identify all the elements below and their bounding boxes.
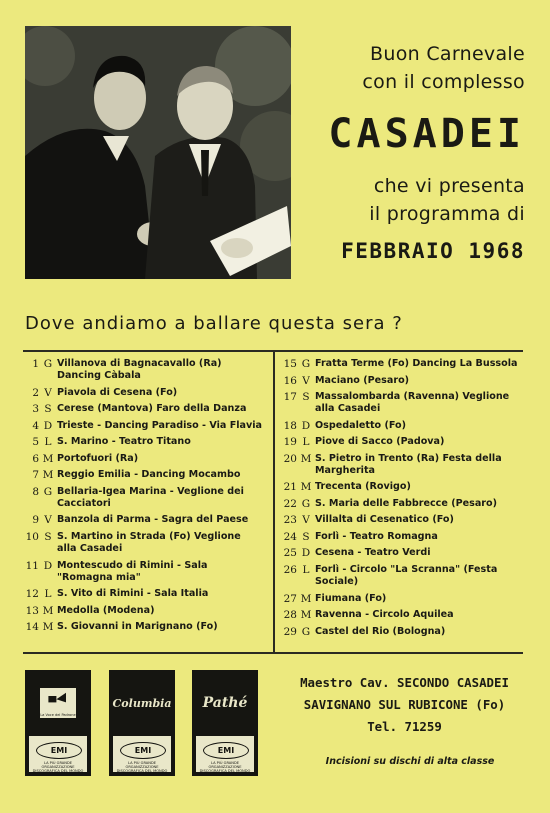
- program-row: [23, 531, 263, 555]
- row-event: Montescudo di Rimini - Sala "Romagna mia": [57, 559, 208, 583]
- row-weekday: M: [300, 609, 312, 622]
- row-event: Massalombarda (Ravenna) Veglione alla Casadei: [315, 391, 510, 415]
- program-row: [23, 605, 263, 617]
- row-weekday: M: [300, 592, 312, 605]
- row-event: S. Martino in Strada (Fo) Veglione alla Casadei: [57, 530, 241, 555]
- row-day: 19: [283, 436, 297, 449]
- program-table: [23, 350, 523, 654]
- row-event: Banzola di Parma - Sagra del Paese: [57, 514, 249, 526]
- row-event: Reggio Emilia - Dancing Mocambo: [57, 469, 241, 481]
- row-weekday: M: [42, 604, 54, 617]
- row-day: 6: [32, 452, 39, 465]
- logo-columbia: [109, 670, 175, 776]
- row-event: S. Giovanni in Marignano (Fo): [57, 621, 218, 633]
- hmv-dog-icon: [40, 688, 76, 718]
- program-row: [23, 387, 263, 399]
- presents-line: che vi presenta: [373, 175, 525, 197]
- month-title: FEBBRAIO 1968: [341, 239, 525, 263]
- program-row: [281, 531, 521, 543]
- row-weekday: L: [302, 563, 310, 576]
- row-day: 12: [25, 588, 39, 601]
- row-day: 13: [25, 604, 39, 617]
- row-event: Cesena - Teatro Verdi: [315, 547, 431, 559]
- row-event: S. Pietro in Trento (Ra) Festa della Margherita: [315, 452, 502, 476]
- program-column-right: [281, 358, 521, 642]
- row-weekday: G: [301, 358, 311, 370]
- program-row: [281, 453, 521, 477]
- column-divider: [273, 352, 275, 652]
- row-weekday: M: [42, 452, 54, 465]
- row-day: 27: [283, 592, 297, 605]
- program-row: [281, 391, 521, 415]
- photo-two-men: [25, 26, 291, 279]
- row-day: 18: [283, 419, 297, 432]
- row-event: Fiumana (Fo): [315, 592, 387, 604]
- row-event: Bellaria-Igea Marina - Veglione dei Cacciatori: [57, 485, 244, 509]
- row-event: Maciano (Pesaro): [315, 374, 410, 386]
- emi-subtitle: LA PIÙ GRANDE ORGANIZZAZIONE DISCOGRAFICA DEL MONDO: [116, 761, 168, 773]
- row-day: 8: [32, 485, 39, 498]
- program-row: [23, 436, 263, 448]
- program-row: [281, 481, 521, 493]
- row-weekday: V: [302, 514, 310, 527]
- row-event: Trecenta (Rovigo): [315, 481, 411, 493]
- row-day: 22: [283, 497, 297, 510]
- row-event: Ospedaletto (Fo): [315, 419, 407, 431]
- row-weekday: S: [44, 403, 52, 416]
- program-row: [23, 469, 263, 481]
- heading-block: [300, 40, 525, 268]
- row-weekday: L: [302, 436, 310, 449]
- program-row: [281, 375, 521, 387]
- program-row: [281, 626, 521, 638]
- program-row: [23, 560, 263, 584]
- program-row: [281, 498, 521, 510]
- row-weekday: S: [302, 391, 310, 403]
- row-weekday: V: [44, 386, 52, 399]
- program-row: [281, 514, 521, 526]
- row-event: Piove di Sacco (Padova): [315, 436, 445, 448]
- emi-subtitle: LA PIÙ GRANDE ORGANIZZAZIONE DISCOGRAFICA DEL MONDO: [199, 761, 251, 773]
- row-day: 15: [283, 358, 297, 370]
- program-row: [23, 621, 263, 633]
- program-row: [281, 547, 521, 559]
- row-event: Fratta Terme (Fo) Dancing La Bussola: [315, 358, 518, 369]
- band-name: CASADEI: [328, 111, 525, 157]
- complex-line: con il complesso: [362, 71, 525, 93]
- row-day: 28: [283, 609, 297, 622]
- row-weekday: D: [301, 547, 311, 560]
- row-day: 11: [25, 559, 39, 572]
- row-weekday: G: [43, 485, 53, 498]
- row-event: S. Maria delle Fabbrecce (Pesaro): [315, 497, 498, 509]
- program-row: [23, 514, 263, 526]
- tagline: Incisioni su dischi di alta classe: [325, 756, 495, 767]
- row-weekday: M: [42, 469, 54, 482]
- program-column-left: [23, 358, 263, 638]
- row-event: S. Vito di Rimini - Sala Italia: [57, 588, 209, 600]
- row-day: 14: [25, 621, 39, 634]
- columbia-wordmark: Columbia: [112, 696, 172, 710]
- row-event: Medolla (Modena): [57, 604, 155, 616]
- emi-logo: EMI: [203, 742, 249, 759]
- row-day: 3: [32, 403, 39, 416]
- maestro-name: Maestro Cav. SECONDO CASADEI: [300, 675, 509, 690]
- address-block: [282, 672, 527, 738]
- row-event: S. Marino - Teatro Titano: [57, 436, 191, 448]
- row-day: 24: [283, 530, 297, 543]
- emi-subtitle: LA PIÙ GRANDE ORGANIZZAZIONE DISCOGRAFICA DEL MONDO: [32, 761, 84, 773]
- row-weekday: L: [44, 436, 52, 449]
- program-line: il programma di: [369, 203, 525, 225]
- row-event: Villalta di Cesenatico (Fo): [315, 514, 454, 526]
- row-day: 7: [32, 469, 39, 482]
- program-row: [281, 609, 521, 621]
- row-day: 25: [283, 547, 297, 560]
- row-day: 23: [283, 514, 297, 527]
- row-day: 2: [32, 386, 39, 399]
- row-weekday: G: [301, 497, 311, 510]
- row-weekday: S: [44, 530, 52, 543]
- row-weekday: M: [300, 452, 312, 465]
- row-event: Portofuori (Ra): [57, 452, 139, 464]
- greeting-line: Buon Carnevale: [370, 43, 525, 65]
- logo-voce-del-padrone: [25, 670, 91, 776]
- phone: Tel. 71259: [367, 719, 442, 734]
- row-weekday: M: [42, 621, 54, 634]
- program-row: [23, 403, 263, 415]
- program-row: [281, 593, 521, 605]
- hmv-label: La Voce del Padrone: [40, 713, 76, 717]
- row-day: 9: [32, 514, 39, 527]
- program-row: [23, 358, 263, 382]
- row-weekday: V: [44, 514, 52, 527]
- program-row: [23, 588, 263, 600]
- question-heading: Dove andiamo a ballare questa sera ?: [25, 313, 403, 334]
- program-row: [23, 486, 263, 510]
- row-event: Forlì - Teatro Romagna: [315, 530, 438, 542]
- row-weekday: G: [301, 625, 311, 638]
- row-weekday: V: [302, 374, 310, 387]
- row-day: 20: [283, 452, 297, 465]
- row-weekday: M: [300, 481, 312, 494]
- logo-pathe: [192, 670, 258, 776]
- row-weekday: G: [43, 358, 53, 370]
- row-event: Cerese (Mantova) Faro della Danza: [57, 403, 247, 415]
- row-event: Piavola di Cesena (Fo): [57, 386, 178, 398]
- row-event: Forlì - Circolo "La Scranna" (Festa Sociale): [315, 563, 498, 588]
- program-row: [23, 453, 263, 465]
- row-day: 4: [32, 419, 39, 432]
- row-weekday: D: [43, 419, 53, 432]
- row-weekday: L: [44, 588, 52, 601]
- row-event: Castel del Rio (Bologna): [315, 625, 446, 637]
- row-day: 21: [283, 481, 297, 494]
- program-row: [23, 420, 263, 432]
- row-day: 5: [32, 436, 39, 449]
- row-weekday: D: [301, 419, 311, 432]
- emi-logo: EMI: [36, 742, 82, 759]
- program-row: [281, 564, 521, 588]
- emi-logo: EMI: [120, 742, 166, 759]
- row-day: 17: [283, 391, 297, 403]
- pathe-wordmark: Pathé: [202, 695, 248, 711]
- program-row: [281, 358, 521, 370]
- row-event: Ravenna - Circolo Aquilea: [315, 609, 454, 621]
- row-weekday: S: [302, 530, 310, 543]
- row-event: Trieste - Dancing Paradiso - Via Flavia: [57, 419, 263, 431]
- row-day: 16: [283, 374, 297, 387]
- row-day: 29: [283, 625, 297, 638]
- row-day: 26: [283, 563, 297, 576]
- program-row: [281, 436, 521, 448]
- row-day: 10: [25, 530, 39, 543]
- row-event: Villanova di Bagnacavallo (Ra) Dancing Càbala: [57, 358, 222, 382]
- program-row: [281, 420, 521, 432]
- row-weekday: D: [43, 559, 53, 572]
- row-day: 1: [32, 358, 39, 370]
- town: SAVIGNANO SUL RUBICONE (Fo): [303, 697, 506, 712]
